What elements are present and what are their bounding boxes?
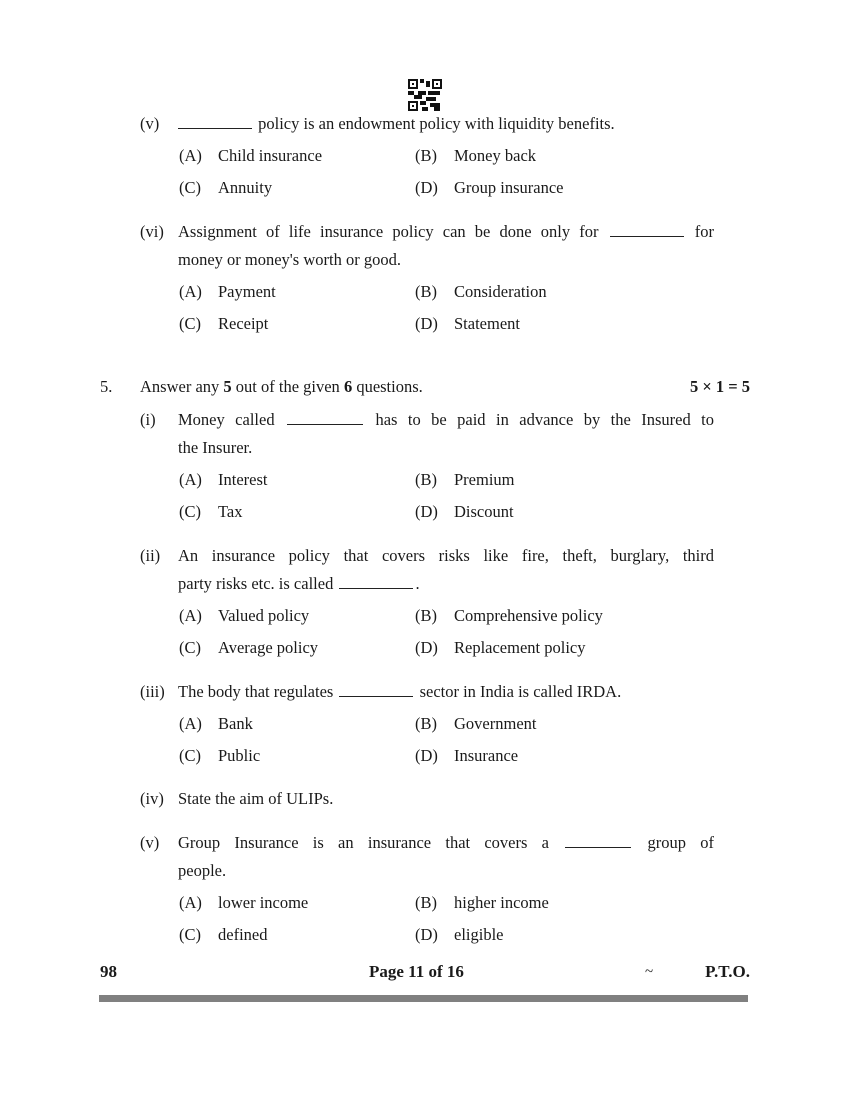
option-text: Statement: [454, 314, 520, 333]
option-label: (D): [415, 314, 438, 333]
question-number: (v): [140, 833, 160, 852]
question-text-part: has to be paid in advance by the Insured to: [375, 410, 715, 429]
option-label: (C): [179, 925, 201, 944]
option-label: (A): [179, 714, 202, 733]
option-text: defined: [218, 925, 268, 944]
option-text: Insurance: [454, 746, 519, 765]
question-number: 5.: [100, 377, 113, 396]
question-text: [178, 682, 621, 702]
answer-blank: [610, 222, 684, 237]
question-text-part: Assignment of life insurance policy can be done only for: [178, 222, 599, 241]
option-text: Discount: [454, 502, 514, 521]
instr-part: Answer any: [140, 377, 224, 396]
question-text-line2: the Insurer.: [178, 438, 253, 457]
answer-blank: [565, 833, 631, 848]
option-label: (B): [415, 714, 437, 733]
answer-blank: [178, 114, 252, 129]
paper-code: 98: [100, 962, 117, 981]
option-text: lower income: [218, 893, 309, 912]
question-text-part: sector in India is called IRDA.: [419, 682, 622, 701]
option-label: (D): [415, 746, 438, 765]
question-number: (iii): [140, 682, 165, 701]
question-number: (ii): [140, 546, 161, 565]
option-text: eligible: [454, 925, 504, 944]
question-text-part: for: [694, 222, 715, 241]
question-text-part: Group Insurance is an insurance that covers a: [178, 833, 549, 852]
answer-blank: [339, 682, 413, 697]
question-text-line2: people.: [178, 861, 227, 880]
option-label: (A): [179, 606, 202, 625]
question-text: [178, 114, 615, 134]
question-text-part: group of: [647, 833, 715, 852]
option-text: Government: [454, 714, 537, 733]
option-text: Average policy: [218, 638, 319, 657]
option-text: Consideration: [454, 282, 547, 301]
question-number: (v): [140, 114, 160, 133]
question-text-part: .: [415, 574, 420, 593]
option-text: Premium: [454, 470, 515, 489]
option-label: (B): [415, 606, 437, 625]
option-label: (C): [179, 314, 201, 333]
option-text: Child insurance: [218, 146, 323, 165]
option-label: (B): [415, 470, 437, 489]
instr-part: out of the given: [231, 377, 344, 396]
option-label: (C): [179, 746, 201, 765]
tilde-mark: ~: [645, 964, 654, 980]
question-text: [178, 410, 714, 430]
option-label: (D): [415, 638, 438, 657]
question-text: [178, 833, 714, 853]
option-label: (A): [179, 146, 202, 165]
option-text: Group insurance: [454, 178, 564, 197]
question-text-part: Money called: [178, 410, 275, 429]
marks: 5 × 1 = 5: [689, 377, 750, 396]
option-label: (A): [179, 470, 202, 489]
option-text: Valued policy: [218, 606, 310, 625]
question-text-part: The body that regulates: [178, 682, 334, 701]
instr-count: 5: [223, 377, 232, 396]
instr-part: questions.: [352, 377, 423, 396]
option-text: Receipt: [218, 314, 269, 333]
answer-blank: [339, 574, 413, 589]
option-label: (A): [179, 893, 202, 912]
question-number: (vi): [140, 222, 164, 241]
question-text-line2: [178, 574, 420, 594]
option-label: (C): [179, 178, 201, 197]
option-label: (C): [179, 502, 201, 521]
answer-blank: [287, 410, 363, 425]
instr-total: 6: [343, 377, 353, 396]
option-label: (B): [415, 893, 437, 912]
option-label: (C): [179, 638, 201, 657]
instructions: [140, 377, 423, 397]
qr-code-icon: [408, 79, 442, 111]
option-label: (D): [415, 178, 438, 197]
option-text: Money back: [454, 146, 537, 165]
question-text: [178, 222, 714, 242]
option-text: Public: [218, 746, 261, 765]
option-text: higher income: [454, 893, 549, 912]
option-label: (D): [415, 502, 438, 521]
option-label: (A): [179, 282, 202, 301]
option-text: Replacement policy: [454, 638, 586, 657]
question-text: State the aim of ULIPs.: [178, 789, 334, 808]
option-text: Tax: [218, 502, 243, 521]
question-text-line2: money or money's worth or good.: [178, 250, 401, 269]
option-label: (D): [415, 925, 438, 944]
option-label: (B): [415, 282, 437, 301]
footer-divider: [99, 995, 748, 1002]
question-number: (iv): [140, 789, 164, 808]
option-text: Payment: [218, 282, 276, 301]
option-label: (B): [415, 146, 437, 165]
question-text: An insurance policy that covers risks like fire, theft, burglary, third: [178, 546, 714, 565]
option-text: Annuity: [218, 178, 273, 197]
question-text-part: policy is an endowment policy with liquidity benefits.: [258, 114, 615, 133]
option-text: Comprehensive policy: [454, 606, 603, 625]
question-number: (i): [140, 410, 156, 429]
option-text: Bank: [218, 714, 253, 733]
question-text-part: party risks etc. is called: [178, 574, 334, 593]
pto-label: P.T.O.: [705, 962, 750, 981]
option-text: Interest: [218, 470, 268, 489]
page-number: Page 11 of 16: [369, 962, 464, 981]
